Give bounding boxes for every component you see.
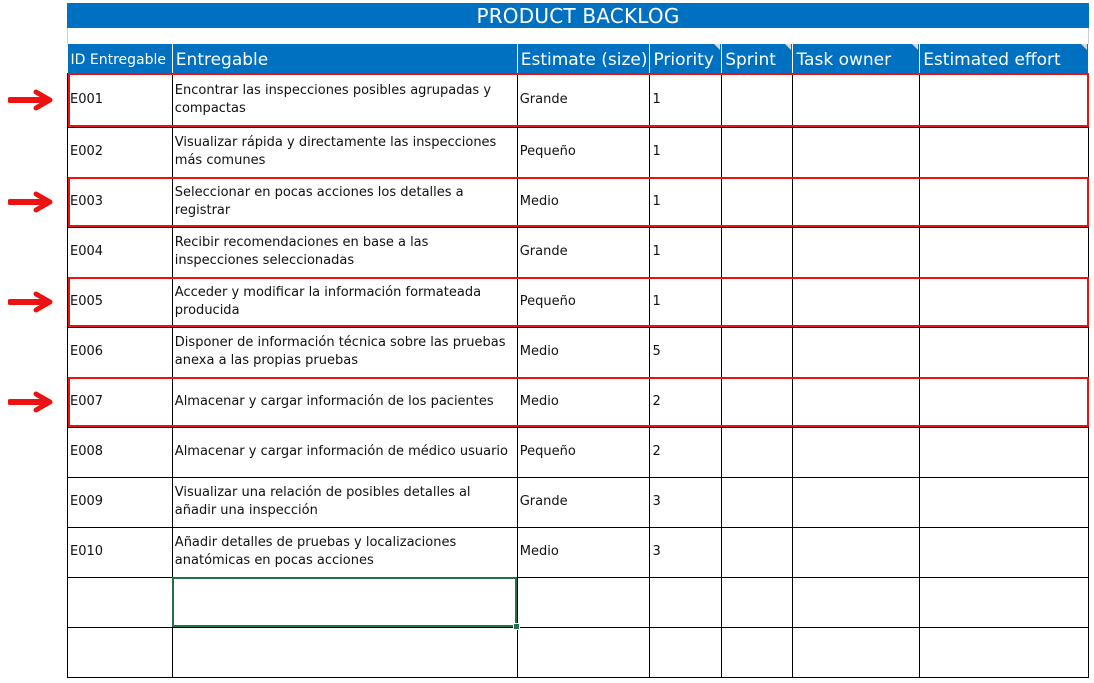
cell-priority[interactable]: 1 (650, 227, 722, 277)
column-header-label: Priority (653, 49, 714, 70)
cell-priority[interactable] (650, 627, 722, 677)
cell-id[interactable]: E007 (68, 377, 173, 427)
column-header-sprint[interactable] (722, 44, 793, 73)
cell-task-owner[interactable] (793, 427, 920, 477)
cell-id[interactable]: E005 (68, 277, 173, 327)
cell-estimate[interactable]: Pequeño (517, 427, 650, 477)
column-header-estimated-effort[interactable] (920, 44, 1089, 73)
cell-estimate[interactable]: Medio (517, 377, 650, 427)
cell-id[interactable]: E009 (68, 477, 173, 527)
cell-id[interactable]: E008 (68, 427, 173, 477)
table-row (68, 277, 1089, 327)
cell-sprint[interactable] (722, 227, 793, 277)
cell-sprint[interactable] (722, 377, 793, 427)
backlog-table (67, 44, 1089, 678)
table-row (68, 73, 1089, 127)
cell-estimated-effort[interactable] (920, 327, 1089, 377)
cell-estimate[interactable]: Pequeño (517, 277, 650, 327)
cell-sprint[interactable] (722, 527, 793, 577)
column-header-entregable[interactable] (172, 44, 517, 73)
table-row (68, 177, 1089, 227)
cell-estimate[interactable]: Grande (517, 227, 650, 277)
cell-estimated-effort[interactable] (920, 627, 1089, 677)
column-header-estimate[interactable] (517, 44, 650, 73)
cell-id[interactable]: E002 (68, 127, 173, 177)
cell-estimated-effort[interactable] (920, 427, 1089, 477)
table-row (68, 127, 1089, 177)
cell-entregable[interactable]: Seleccionar en pocas acciones los detalles a registrar (172, 177, 517, 227)
cell-sprint[interactable] (722, 627, 793, 677)
cell-id[interactable]: E001 (68, 73, 173, 127)
column-header-label: Estimate (size) (520, 49, 648, 70)
cell-estimated-effort[interactable] (920, 227, 1089, 277)
cell-estimated-effort[interactable] (920, 177, 1089, 227)
cell-task-owner[interactable] (793, 577, 920, 627)
cell-priority[interactable]: 3 (650, 527, 722, 577)
cell-priority[interactable]: 2 (650, 377, 722, 427)
cell-estimate[interactable]: Pequeño (517, 127, 650, 177)
cell-priority[interactable]: 1 (650, 73, 722, 127)
filter-indicator-icon[interactable] (1081, 44, 1087, 50)
filter-indicator-icon[interactable] (785, 44, 791, 50)
table-row (68, 227, 1089, 277)
cell-priority[interactable] (650, 577, 722, 627)
cell-task-owner[interactable] (793, 327, 920, 377)
cell-estimate[interactable]: Medio (517, 327, 650, 377)
cell-task-owner[interactable] (793, 477, 920, 527)
cell-entregable[interactable]: Disponer de información técnica sobre las pruebas anexa a las propias pruebas (172, 327, 517, 377)
cell-id[interactable] (68, 627, 173, 677)
red-arrow-icon (8, 89, 54, 111)
cell-priority[interactable]: 1 (650, 177, 722, 227)
cell-sprint[interactable] (722, 277, 793, 327)
cell-entregable[interactable]: Almacenar y cargar información de médico usuario (172, 427, 517, 477)
table-row (68, 327, 1089, 377)
cell-entregable[interactable] (172, 577, 517, 627)
cell-entregable[interactable]: Almacenar y cargar información de los pacientes (172, 377, 517, 427)
cell-priority[interactable]: 1 (650, 277, 722, 327)
column-header-id[interactable] (68, 44, 173, 73)
cell-estimate[interactable] (517, 627, 650, 677)
cell-sprint[interactable] (722, 477, 793, 527)
cell-id[interactable]: E010 (68, 527, 173, 577)
cell-priority[interactable]: 1 (650, 127, 722, 177)
cell-estimated-effort[interactable] (920, 277, 1089, 327)
column-header-label: ID Entregable (70, 51, 166, 68)
column-header-label: Entregable (175, 49, 269, 70)
column-header-label: Sprint (725, 49, 776, 70)
sheet-title[interactable]: PRODUCT BACKLOG (67, 3, 1089, 28)
cell-sprint[interactable] (722, 73, 793, 127)
cell-task-owner[interactable] (793, 277, 920, 327)
cell-priority[interactable]: 3 (650, 477, 722, 527)
cell-estimate[interactable] (517, 577, 650, 627)
cell-estimated-effort[interactable] (920, 577, 1089, 627)
cell-id[interactable] (68, 577, 173, 627)
table-row (68, 477, 1089, 527)
filter-indicator-icon[interactable] (714, 44, 720, 50)
column-header-task-owner[interactable] (793, 44, 920, 73)
cell-task-owner[interactable] (793, 627, 920, 677)
cell-estimate[interactable]: Grande (517, 477, 650, 527)
cell-sprint[interactable] (722, 327, 793, 377)
cell-estimated-effort[interactable] (920, 127, 1089, 177)
red-arrow-icon (8, 291, 54, 313)
red-arrow-icon (8, 191, 54, 213)
cell-estimated-effort[interactable] (920, 477, 1089, 527)
red-arrow-icon (8, 391, 54, 413)
cell-entregable[interactable]: Recibir recomendaciones en base a las inspecciones seleccionadas (172, 227, 517, 277)
cell-entregable[interactable] (172, 627, 517, 677)
cell-sprint[interactable] (722, 127, 793, 177)
cell-entregable[interactable]: Acceder y modificar la información formateada producida (172, 277, 517, 327)
cell-estimated-effort[interactable] (920, 73, 1089, 127)
filter-indicator-icon[interactable] (912, 44, 918, 50)
column-header-label: Estimated effort (923, 49, 1061, 70)
cell-task-owner[interactable] (793, 73, 920, 127)
cell-sprint[interactable] (722, 427, 793, 477)
table-row (68, 527, 1089, 577)
table-row (68, 427, 1089, 477)
spacer-row[interactable] (67, 28, 1089, 44)
cell-sprint[interactable] (722, 577, 793, 627)
cell-estimated-effort[interactable] (920, 377, 1089, 427)
cell-priority[interactable]: 2 (650, 427, 722, 477)
cell-id[interactable]: E004 (68, 227, 173, 277)
cell-priority[interactable]: 5 (650, 327, 722, 377)
cell-task-owner[interactable] (793, 177, 920, 227)
cell-entregable[interactable]: Encontrar las inspecciones posibles agrupadas y compactas (172, 73, 517, 127)
header-row (68, 44, 1089, 73)
cell-id[interactable]: E006 (68, 327, 173, 377)
cell-entregable[interactable]: Añadir detalles de pruebas y localizaciones anatómicas en pocas acciones (172, 527, 517, 577)
cell-entregable[interactable]: Visualizar una relación de posibles detalles al añadir una inspección (172, 477, 517, 527)
cell-entregable[interactable]: Visualizar rápida y directamente las inspecciones más comunes (172, 127, 517, 177)
table-row (68, 377, 1089, 427)
cell-task-owner[interactable] (793, 527, 920, 577)
table-row (68, 577, 1089, 627)
table-row (68, 627, 1089, 677)
cell-estimated-effort[interactable] (920, 527, 1089, 577)
column-header-priority[interactable] (650, 44, 722, 73)
cell-task-owner[interactable] (793, 127, 920, 177)
cell-id[interactable]: E003 (68, 177, 173, 227)
table-body (68, 73, 1089, 677)
cell-estimate[interactable]: Medio (517, 527, 650, 577)
cell-sprint[interactable] (722, 177, 793, 227)
cell-estimate[interactable]: Medio (517, 177, 650, 227)
cell-task-owner[interactable] (793, 377, 920, 427)
column-header-label: Task owner (796, 49, 892, 70)
selection-fill-handle[interactable] (513, 623, 520, 630)
cell-task-owner[interactable] (793, 227, 920, 277)
cell-estimate[interactable]: Grande (517, 73, 650, 127)
